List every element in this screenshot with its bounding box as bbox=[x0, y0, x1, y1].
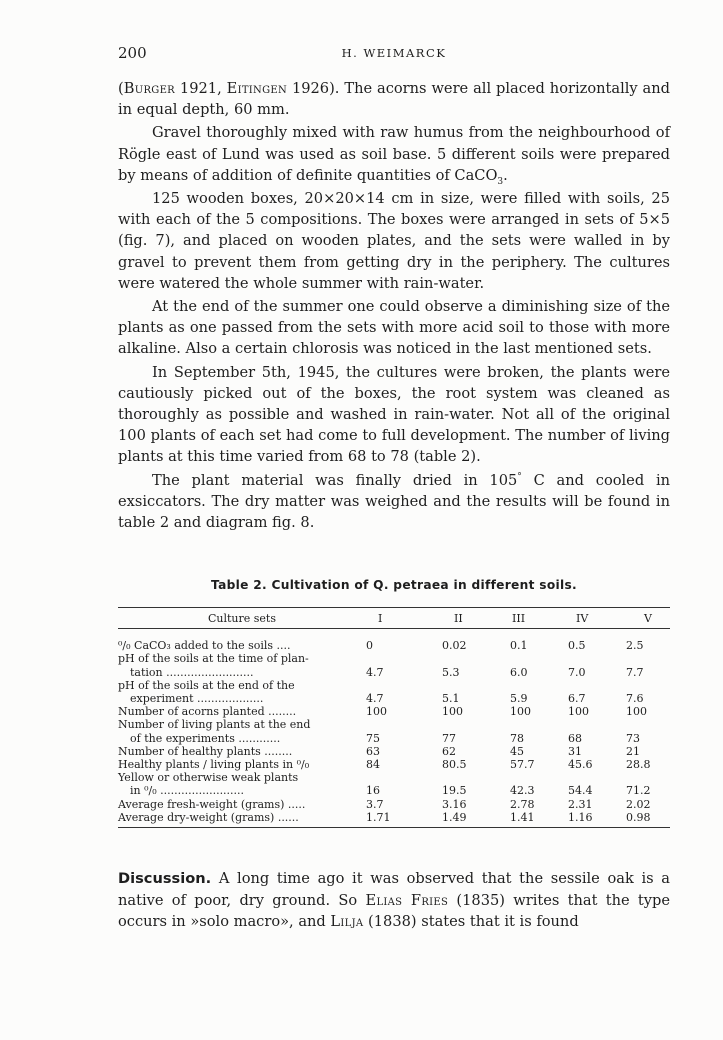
table-cell: 7.0 bbox=[568, 665, 586, 679]
table-cell: 100 bbox=[626, 705, 647, 719]
table-cell: 78 bbox=[510, 731, 524, 745]
table-cell: 4.7 bbox=[366, 692, 384, 706]
table-cell: 80.5 bbox=[442, 758, 467, 772]
table-row bbox=[118, 652, 670, 678]
paragraph-6 bbox=[118, 470, 670, 534]
table-cell: 5.3 bbox=[442, 665, 460, 679]
table-cell: 31 bbox=[568, 744, 582, 758]
table-cell: 28.8 bbox=[626, 758, 651, 772]
text-run: ( bbox=[118, 80, 124, 97]
table-cell: 57.7 bbox=[510, 758, 535, 772]
table-cell: 63 bbox=[366, 744, 380, 758]
table-row bbox=[118, 798, 670, 811]
table-cell: 77 bbox=[442, 731, 456, 745]
table-cell: 7.6 bbox=[626, 692, 644, 706]
column-header: III bbox=[492, 608, 556, 629]
table-cell: 1.41 bbox=[492, 811, 556, 828]
running-head: H. WEIMARCK bbox=[341, 46, 447, 60]
table-cell: 100 bbox=[366, 705, 387, 719]
subscript: 3 bbox=[497, 176, 504, 187]
table-row bbox=[118, 745, 670, 758]
table-cell: 5.9 bbox=[510, 692, 528, 706]
data-table bbox=[118, 607, 670, 828]
column-header: V bbox=[618, 608, 670, 629]
table-row bbox=[118, 771, 670, 797]
row-label bbox=[118, 745, 366, 758]
row-label-line: Number of healthy plants ........ bbox=[118, 744, 293, 758]
row-label bbox=[118, 771, 366, 797]
table-cell: 45.6 bbox=[568, 758, 593, 772]
table-cell: 1.16 bbox=[556, 811, 618, 828]
table-cell: 100 bbox=[442, 705, 463, 719]
table-row bbox=[118, 811, 670, 828]
author-citation: Eitingen bbox=[226, 80, 288, 97]
row-label bbox=[118, 811, 366, 828]
table-caption: Table 2. Cultivation of Q. petraea in different soils. bbox=[211, 578, 577, 592]
row-label-line: Average fresh-weight (grams) ..... bbox=[118, 797, 306, 811]
text-run: 1926). The acorns were all placed horizontally and in equal depth, 60 mm. bbox=[118, 80, 671, 119]
paragraph-4: At the end of the summer one could observe a diminishing size of the plants as one passed from the sets with more acid soil to those with more alkaline. Also a certain chlorosis was noticed in the last mentioned sets. bbox=[118, 298, 670, 358]
row-label bbox=[118, 758, 366, 771]
column-header: I bbox=[366, 608, 430, 629]
table-cell: 84 bbox=[366, 758, 380, 772]
table-cell: 2.78 bbox=[510, 797, 535, 811]
table-cell: 7.7 bbox=[626, 665, 644, 679]
row-label-line: experiment ................... bbox=[130, 692, 264, 706]
table-cell: 71.2 bbox=[626, 784, 651, 798]
row-label bbox=[118, 629, 366, 653]
row-label-line: tation ......................... bbox=[130, 665, 254, 679]
table-cell: 2.31 bbox=[568, 797, 593, 811]
table-container bbox=[118, 607, 670, 828]
row-label-line: Number of living plants at the end bbox=[118, 718, 311, 732]
table-row bbox=[118, 758, 670, 771]
text-run: 1921, bbox=[175, 80, 227, 97]
table-cell: 1.71 bbox=[366, 811, 430, 828]
row-label bbox=[118, 705, 366, 718]
row-label-line: Number of acorns planted ........ bbox=[118, 705, 297, 719]
paragraph-1 bbox=[118, 78, 670, 120]
table-cell: 6.0 bbox=[510, 665, 528, 679]
table-cell: 0 bbox=[366, 639, 373, 653]
column-header: Culture sets bbox=[118, 608, 366, 629]
row-label bbox=[118, 798, 366, 811]
table-cell: 68 bbox=[568, 731, 582, 745]
table-cell: 3.7 bbox=[366, 797, 384, 811]
table-cell: 42.3 bbox=[510, 784, 535, 798]
text-run: The plant material was finally dried in 105 bbox=[152, 471, 518, 489]
row-label-line: Average dry-weight (grams) ...... bbox=[118, 810, 299, 824]
table-cell: 19.5 bbox=[442, 784, 467, 798]
row-label-line: Healthy plants / living plants in ⁰/₀ bbox=[118, 758, 310, 772]
text-run: Gravel thoroughly mixed with raw humus from the neighbourhood of Rögle east of Lund was used as soil base. 5 different soils were prepared by means of addition of definite quantities of CaCO bbox=[118, 124, 670, 184]
paragraph-3: 125 wooden boxes, 20×20×14 cm in size, were filled with soils, 25 with each of the 5 compositions. The boxes were arranged in sets of 5×5 (fig. 7), and placed on wooden plates, and the sets were walled in by gravel to prevent them from getting dry in the periphery. The cultures were watered the whole summer with rain-water. bbox=[118, 190, 670, 292]
text-run: (1838) states that it is found bbox=[363, 913, 579, 930]
paragraph-5: In September 5th, 1945, the cultures were broken, the plants were cautiously picked out of the boxes, the root system was cleaned as thoroughly as possible and washed in rain-water. Not all of the original 100 plants of each set had come to full development. The number of living plants at this time varied from 68 to 78 (table 2). bbox=[118, 363, 670, 466]
table-cell: 1.49 bbox=[430, 811, 492, 828]
table-cell: 21 bbox=[626, 744, 640, 758]
table-cell: 0.02 bbox=[442, 639, 467, 653]
table-cell: 100 bbox=[510, 705, 531, 719]
text-run: C and cooled in exsiccators. The dry matter was weighed and the results will be found in table 2 and diagram fig. 8. bbox=[118, 471, 671, 532]
table-cell: 62 bbox=[442, 744, 456, 758]
row-label bbox=[118, 652, 366, 678]
paragraph-2 bbox=[118, 122, 670, 186]
discussion-paragraph bbox=[118, 868, 670, 933]
table-row bbox=[118, 629, 670, 653]
section-heading: Discussion. bbox=[118, 870, 212, 887]
table-row bbox=[118, 718, 670, 744]
row-label bbox=[118, 679, 366, 705]
table-cell: 0.98 bbox=[618, 811, 670, 828]
table-cell: 2.02 bbox=[626, 797, 651, 811]
table-cell: 0.5 bbox=[568, 639, 586, 653]
column-header: IV bbox=[556, 608, 618, 629]
row-label bbox=[118, 718, 366, 744]
table-cell: 0.1 bbox=[510, 639, 528, 653]
author-citation: Lilja bbox=[330, 913, 364, 930]
table-row bbox=[118, 705, 670, 718]
text-run: A long time ago it was observed that the sessile oak is a native of poor, dry ground. So bbox=[118, 870, 670, 909]
row-label-line: pH of the soils at the end of the bbox=[118, 678, 295, 692]
table-body bbox=[118, 629, 670, 828]
page-header bbox=[118, 44, 670, 64]
row-label-line: of the experiments ............ bbox=[130, 731, 281, 745]
table-cell: 100 bbox=[568, 705, 589, 719]
author-citation: Elias Fries bbox=[365, 891, 449, 909]
row-label-line: in ⁰/₀ ........................ bbox=[130, 784, 245, 798]
degree-sign: ° bbox=[517, 471, 522, 482]
table-cell: 73 bbox=[626, 731, 640, 745]
column-header: II bbox=[430, 608, 492, 629]
table-cell: 75 bbox=[366, 731, 380, 745]
row-label-line: pH of the soils at the time of plan- bbox=[118, 652, 309, 666]
row-label-line: ⁰/₀ CaCO₃ added to the soils .... bbox=[118, 639, 291, 653]
table-cell: 5.1 bbox=[442, 692, 460, 706]
text-run: (1835) writes that the type occurs in »solo macro», and bbox=[118, 891, 670, 930]
table-row bbox=[118, 679, 670, 705]
table-cell: 4.7 bbox=[366, 665, 384, 679]
table-cell: 16 bbox=[366, 784, 380, 798]
table-cell: 2.5 bbox=[626, 639, 644, 653]
table-cell: 45 bbox=[510, 744, 524, 758]
row-label-line: Yellow or otherwise weak plants bbox=[118, 771, 299, 785]
page-number: 200 bbox=[118, 44, 147, 62]
table-cell: 3.16 bbox=[442, 797, 467, 811]
body-text bbox=[118, 78, 670, 535]
table-cell: 54.4 bbox=[568, 784, 593, 798]
table-cell: 6.7 bbox=[568, 692, 586, 706]
table-header-row bbox=[118, 608, 670, 629]
author-citation: Burger bbox=[123, 80, 176, 97]
text-run: . bbox=[503, 166, 508, 184]
